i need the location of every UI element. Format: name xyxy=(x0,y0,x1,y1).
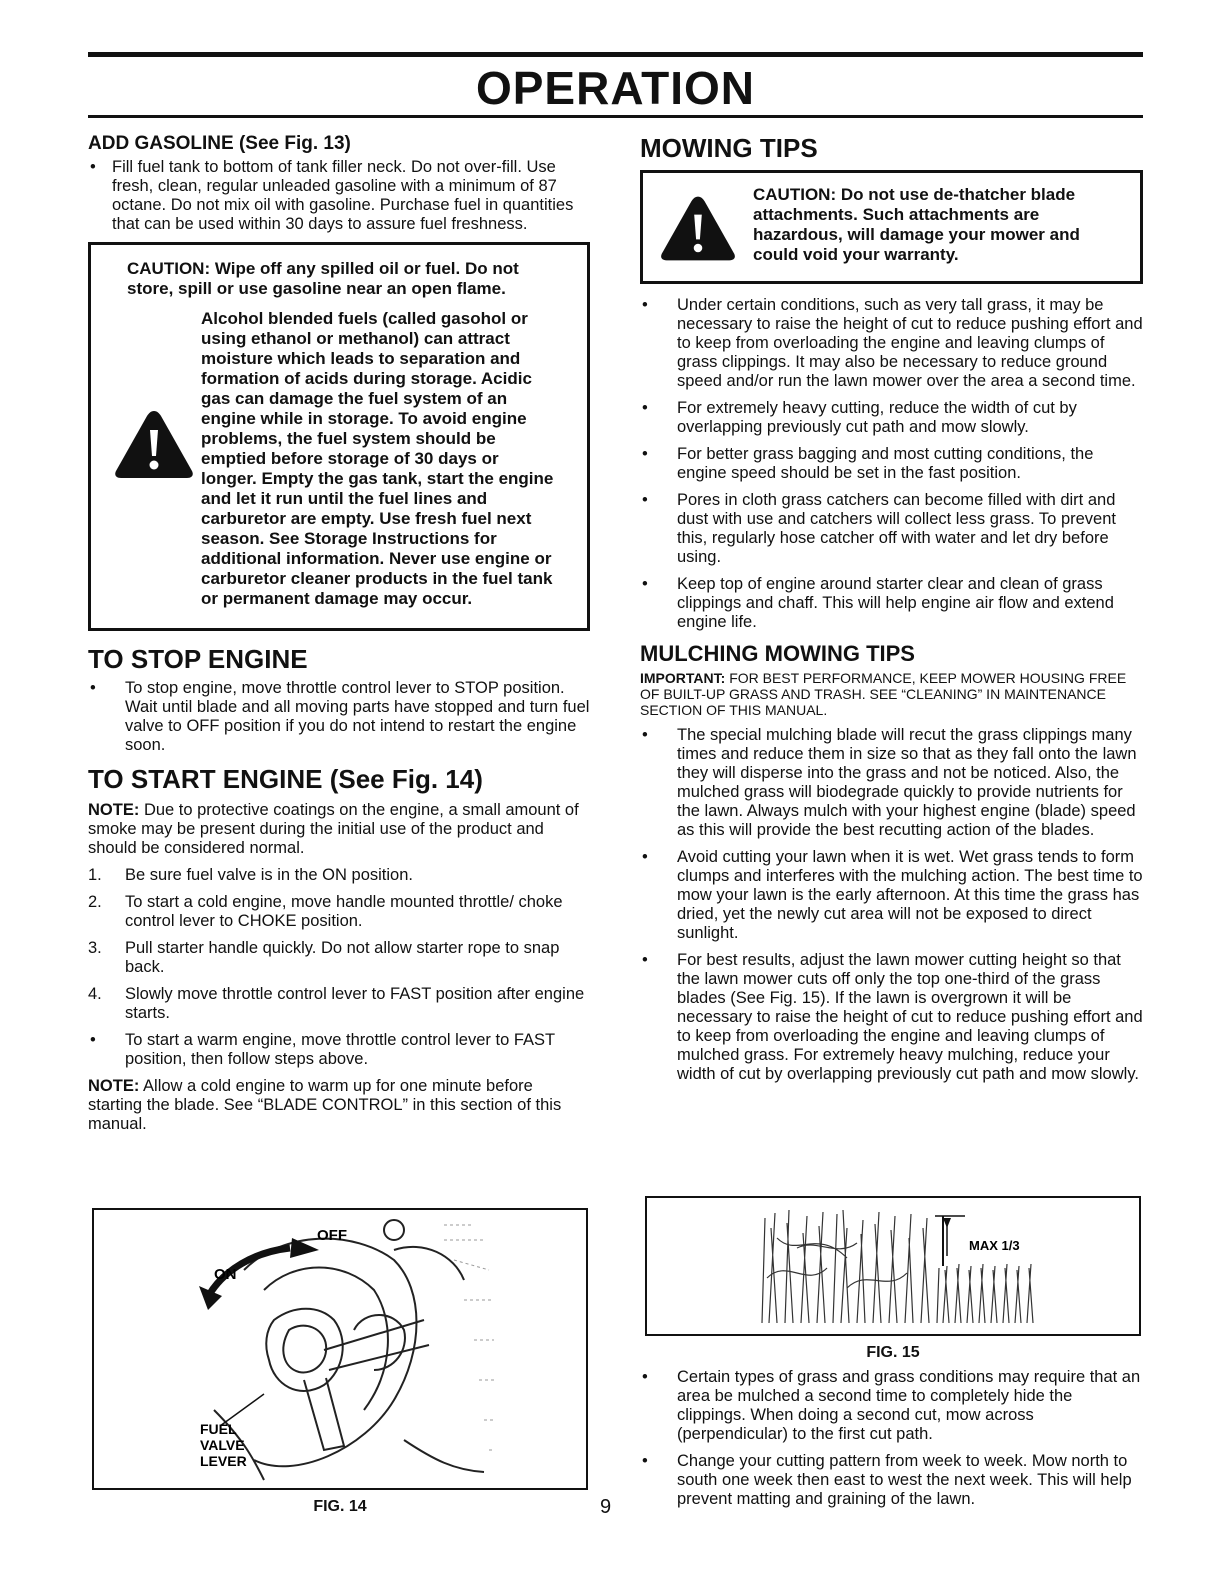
step-number: 3. xyxy=(88,939,102,957)
fig14-label-valve: VALVE xyxy=(200,1437,245,1453)
list-item: • Certain types of grass and grass conditions may require that an area be mulched a second time to completely hide the clippings. When doing a second cut, mow across (perpendicular) to the first cut path. xyxy=(640,1368,1143,1444)
step-item xyxy=(88,893,590,931)
stop-engine-heading: TO STOP ENGINE xyxy=(88,644,308,674)
list-item: • Avoid cutting your lawn when it is wet. Wet grass tends to form clumps and interferes with the mulching action. The best time to mow your lawn is the early afternoon. At this time the grass has dried, yet the newly cut area will not be exposed to direct sunlight. xyxy=(640,848,1143,943)
fuel-caution-body: Alcohol blended fuels (called gasohol or using ethanol or methanol) can attract moisture which leads to separation and formation of acids during storage. Acidic gas can damage the fuel system of an engine while in storage. To avoid engine problems, the fuel system should be emptied before storage of 30 days or longer. Empty the gas tank, start the engine and let it run until the fuel lines and carburetor are empty. Use fresh fuel next season. See Storage Instructions for additional information. Never use engine or carburetor cleaner products in the fuel tank or permanent damage may occur. xyxy=(201,309,554,608)
step-text: Slowly move throttle control lever to FAST position after engine starts. xyxy=(125,985,585,1022)
add-gasoline-list xyxy=(88,158,590,234)
mowing-tips-list xyxy=(640,296,1143,632)
fig14-label-off: OFF xyxy=(317,1227,347,1244)
list-item: • Keep top of engine around starter clear and clean of grass clippings and chaff. This will help engine air flow and extend engine life. xyxy=(640,575,1143,632)
start-engine-heading: TO START ENGINE (See Fig. 14) xyxy=(88,764,483,794)
fuel-caution-box xyxy=(88,242,590,631)
warning-icon xyxy=(113,408,195,480)
list-item: • Fill fuel tank to bottom of tank filler neck. Do not over-fill. Use fresh, clean, regular unleaded gasoline with a minimum of 87 octane. Do not mix oil with gasoline. Purchase fuel in quantities that can be used within 30 days to assure fuel freshness. xyxy=(88,158,590,234)
warm-start-list xyxy=(88,1031,590,1069)
list-item: • Under certain conditions, such as very tall grass, it may be necessary to raise the height of cut to reduce pushing effort and to keep from overloading the engine and leaving clumps of grass clippings. It may also be necessary to reduce ground speed and/or run the lawn mower over the area a second time. xyxy=(640,296,1143,391)
fig15-caption: FIG. 15 xyxy=(866,1344,920,1361)
note-text: Allow a cold engine to warm up for one minute before starting the blade. See “BLADE CONTROL” in this section of this manual. xyxy=(88,1077,562,1133)
fuel-caution-lead: CAUTION: Wipe off any spilled oil or fuel. Do not store, spill or use gasoline near an open flame. xyxy=(127,259,519,298)
step-item xyxy=(88,939,590,977)
mowing-tips-heading: MOWING TIPS xyxy=(640,133,818,163)
fig14-label-on: ON xyxy=(214,1266,237,1283)
start-steps xyxy=(88,866,590,1023)
list-item: • To stop engine, move throttle control lever to STOP position. Wait until blade and all moving parts have stopped and turn fuel valve to OFF position if you do not intend to restart the engine soon. xyxy=(88,679,590,755)
list-item: • For better grass bagging and most cutting conditions, the engine speed should be set in the fast position. xyxy=(640,445,1143,483)
important-label: IMPORTANT: xyxy=(640,670,726,686)
note-text: Due to protective coatings on the engine, a small amount of smoke may be present during the initial use of the product and should be considered normal. xyxy=(88,801,579,857)
left-column xyxy=(88,128,590,1134)
mulching-list xyxy=(640,726,1143,1084)
warning-icon xyxy=(659,193,737,263)
note-label: NOTE: xyxy=(88,801,140,819)
step-number: 2. xyxy=(88,893,102,911)
step-item xyxy=(88,985,590,1023)
after-fig15-list xyxy=(640,1368,1143,1517)
list-item: • To start a warm engine, move throttle control lever to FAST position, then follow steps above. xyxy=(88,1031,590,1069)
fig14-box xyxy=(92,1208,588,1490)
start-note-2 xyxy=(88,1077,590,1134)
mulching-important xyxy=(640,670,1143,718)
stop-engine-list xyxy=(88,679,590,755)
start-note-1 xyxy=(88,801,590,858)
header-rule-top xyxy=(88,52,1143,57)
dethatcher-caution-text: CAUTION: Do not use de-thatcher blade attachments. Such attachments are hazardous, will damage your mower and could void your warranty. xyxy=(753,185,1080,264)
grass-height-illustration xyxy=(647,1198,1139,1334)
page-title: OPERATION xyxy=(475,62,756,114)
step-text: Be sure fuel valve is in the ON position. xyxy=(125,866,413,884)
fig14-caption: FIG. 14 xyxy=(313,1498,367,1515)
list-item: • The special mulching blade will recut the grass clippings many times and reduce them in size so that as they fall onto the lawn they will disperse into the grass and not be noticed. Also, the mulched grass will biodegrade quickly to provide nutrients for the lawn. Always mulch with your highest engine (blade) speed as this will provide the best recutting action of the blades. xyxy=(640,726,1143,840)
mulching-heading: MULCHING MOWING TIPS xyxy=(640,641,915,666)
fig15-label-max: MAX 1/3 xyxy=(969,1238,1020,1253)
note-label: NOTE: xyxy=(88,1077,140,1095)
step-number: 1. xyxy=(88,866,102,884)
list-item: • For extremely heavy cutting, reduce the width of cut by overlapping previously cut path and mow slowly. xyxy=(640,399,1143,437)
step-number: 4. xyxy=(88,985,102,1003)
dethatcher-caution-box xyxy=(640,170,1143,284)
step-text: Pull starter handle quickly. Do not allow starter rope to snap back. xyxy=(125,939,560,976)
add-gasoline-heading: ADD GASOLINE (See Fig. 13) xyxy=(88,133,351,154)
step-text: To start a cold engine, move handle mounted throttle/ choke control lever to CHOKE position. xyxy=(125,893,563,930)
fig14-label-lever: LEVER xyxy=(200,1453,247,1469)
fig15-box xyxy=(645,1196,1141,1336)
fuel-valve-illustration xyxy=(94,1210,586,1488)
important-text: FOR BEST PERFORMANCE, KEEP MOWER HOUSING FREE OF BUILT-UP GRASS AND TRASH. SEE “CLEANING” IN MAINTENANCE SECTION OF THIS MANUAL. xyxy=(640,670,1127,718)
right-column xyxy=(640,128,1143,1092)
step-item xyxy=(88,866,590,885)
header-rule-bottom xyxy=(88,115,1143,118)
list-item: • Change your cutting pattern from week to week. Mow north to south one week then east to west the next week. This will help prevent matting and graining of the lawn. xyxy=(640,1452,1143,1509)
page-number: 9 xyxy=(600,1496,612,1518)
list-item: • For best results, adjust the lawn mower cutting height so that the lawn mower cuts off only the top one-third of the grass blades (See Fig. 15). If the lawn is overgrown it will be necessary to raise the height of cut to reduce pushing effort and to keep from overloading the engine and leaving clumps of mulched grass. For extremely heavy mulching, reduce your width of cut by overlapping previously cut path and mow slowly. xyxy=(640,951,1143,1084)
list-item: • Pores in cloth grass catchers can become filled with dirt and dust with use and catchers will collect less grass. To prevent this, regularly hose catcher off with water and let dry before using. xyxy=(640,491,1143,567)
fig14-label-fuel: FUEL xyxy=(200,1421,237,1437)
